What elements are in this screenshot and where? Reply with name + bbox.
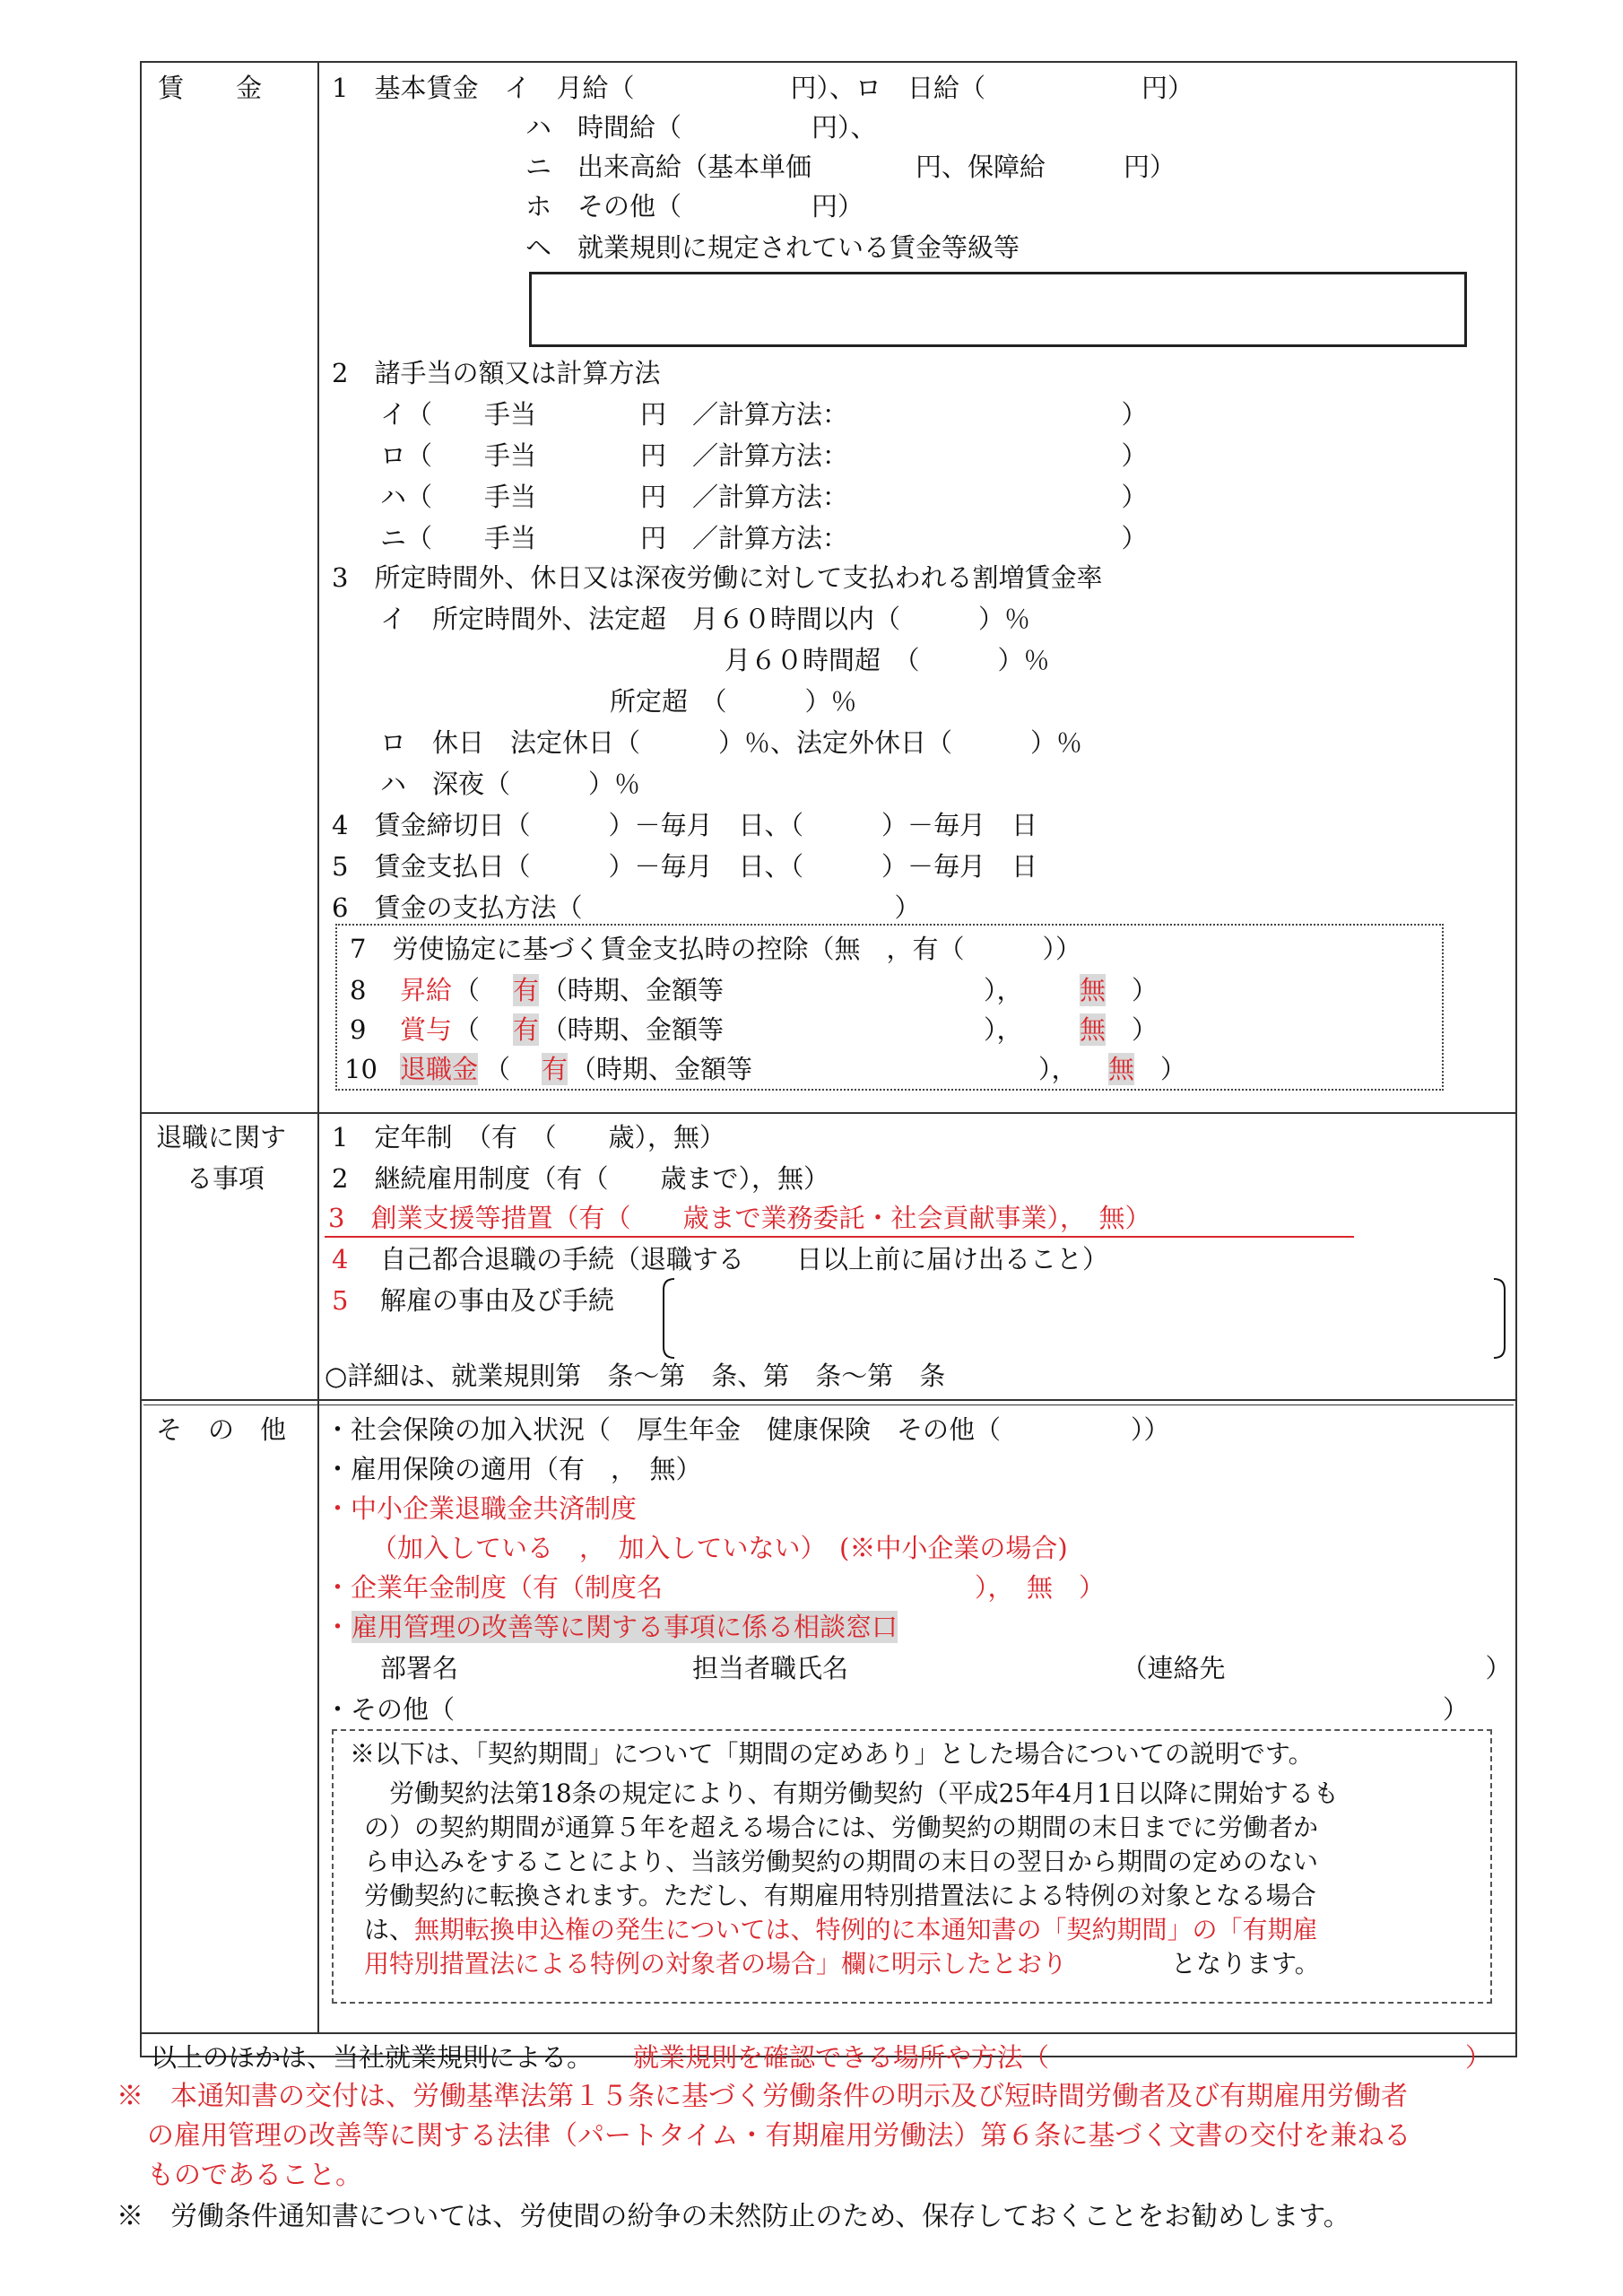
startup-support-underline bbox=[325, 1236, 1354, 1238]
base-wage-line3: ニ 出来高給（基本単価 円、保障給 円） bbox=[525, 152, 1176, 182]
sme-retirement-mutual-aid-options: （加入している ， 加入していない） (※中小企業の場合) bbox=[371, 1533, 1068, 1563]
bonus-none: 無 bbox=[1080, 1014, 1107, 1045]
work-rules-location: 就業規則を確認できる場所や方法（ ） bbox=[633, 2042, 1492, 2073]
raise-detail: （時期、金額等 ）， bbox=[542, 975, 1023, 1005]
row-divider-other bbox=[140, 2032, 1517, 2034]
raise-paren: （ bbox=[454, 975, 481, 1005]
bonus-detail: （時期、金額等 ）， bbox=[542, 1014, 1023, 1045]
retire-label-2: る事項 bbox=[187, 1163, 265, 1194]
base-wage-line5: ヘ 就業規則に規定されている賃金等級等 bbox=[525, 232, 1020, 263]
base-wage-line4: ホ その他（ 円） bbox=[525, 191, 864, 222]
allowance-title: 2 諸手当の額又は計算方法 bbox=[332, 358, 661, 388]
fixed-term-note-line: ら申込みをすることにより、当該労働契約の期間の末日の翌日から期間の定めのない bbox=[364, 1847, 1319, 1876]
work-rules-statement: 以上のほかは、当社就業規則による。 bbox=[151, 2042, 594, 2073]
corporate-pension: ・企業年金制度（有（制度名 ）， 無 ） bbox=[325, 1572, 1106, 1603]
allowance-row: ニ（ 手当 円 ／計算方法： ） bbox=[380, 523, 1148, 553]
wage-label: 賃 金 bbox=[158, 73, 263, 103]
deduction-line: 7 労使協定に基づく賃金支払時の控除（無 ，有（ ）） bbox=[350, 934, 1081, 964]
bonus-paren: （ bbox=[454, 1014, 481, 1045]
fixed-term-note-red: 用特別措置法による特例の対象者の場合」欄に明示したとおり bbox=[364, 1949, 1068, 1979]
wage-grade-field[interactable] bbox=[529, 272, 1467, 347]
wage-closing-day: 4 賃金締切日（ ）－毎月 日、（ ）－毎月 日 bbox=[332, 810, 1037, 840]
base-wage-line1: 1 基本賃金 イ 月給（ 円）、ロ 日給（ 円） bbox=[332, 73, 1193, 103]
fixed-term-note-line: は、 bbox=[364, 1915, 415, 1944]
bonus-number: 9 bbox=[350, 1014, 367, 1045]
raise-label: 昇給 bbox=[400, 975, 453, 1005]
dismissal-field-bracket[interactable] bbox=[660, 1275, 1512, 1361]
rules-detail-reference: ○詳細は、就業規則第 条～第 条、第 条～第 条 bbox=[325, 1361, 946, 1391]
fixed-term-note-line: の）の契約期間が通算５年を超える場合には、労働契約の期間の末日までに労働者か bbox=[364, 1813, 1319, 1842]
raise-none: 無 bbox=[1080, 975, 1107, 1005]
footnote-1: ものであること。 bbox=[147, 2160, 362, 2191]
retire-label-1: 退職に関す bbox=[156, 1122, 287, 1152]
retirement-allowance-yes: 有 bbox=[542, 1054, 568, 1084]
mandatory-retirement: 1 定年制 （有 （ 歳），無） bbox=[332, 1122, 725, 1152]
footnote-1: の雇用管理の改善等に関する法律（パートタイム・有期雇用労働法）第６条に基づく文書の交付を兼ねる bbox=[147, 2120, 1411, 2152]
consultation-desk: 雇用管理の改善等に関する事項に係る相談窓口 bbox=[352, 1612, 898, 1642]
raise-yes: 有 bbox=[513, 975, 540, 1005]
bonus-label: 賞与 bbox=[400, 1014, 453, 1045]
premium-night: ハ 深夜（ ）％ bbox=[380, 769, 641, 799]
premium-title: 3 所定時間外、休日又は深夜労働に対して支払われる割増賃金率 bbox=[332, 562, 1103, 593]
allowance-row: イ（ 手当 円 ／計算方法： ） bbox=[380, 399, 1148, 430]
raise-close: ） bbox=[1132, 975, 1159, 1005]
premium-overtime: イ 所定時間外、法定超 月６０時間以内（ ）％ bbox=[380, 604, 1031, 634]
retirement-allowance-close: ） bbox=[1160, 1054, 1187, 1084]
label-column-divider bbox=[317, 61, 319, 2034]
voluntary-retirement: 自己都合退職の手続（退職する 日以上前に届け出ること） bbox=[380, 1244, 1109, 1274]
wage-payment-day: 5 賃金支払日（ ）－毎月 日、（ ）－毎月 日 bbox=[332, 851, 1037, 882]
premium-overtime-60: 月６０時間超 （ ）％ bbox=[725, 645, 1050, 675]
wage-payment-method: 6 賃金の支払方法（ ） bbox=[332, 892, 921, 923]
fixed-term-note-heading: ※以下は、「契約期間」について「期間の定めあり」とした場合についての説明です。 bbox=[350, 1739, 1314, 1769]
bonus-yes: 有 bbox=[513, 1014, 540, 1045]
retirement-allowance-number: 10 bbox=[344, 1054, 378, 1084]
startup-support-measures: 3 創業支援等措置（有（ 歳まで業務委託・社会貢献事業）， 無） bbox=[328, 1203, 1151, 1233]
base-wage-line2: ハ 時間給（ 円）、 bbox=[525, 112, 877, 143]
social-insurance: ・社会保険の加入状況（ 厚生年金 健康保険 その他（ ）） bbox=[325, 1414, 1170, 1445]
fixed-term-note-line: 労働契約に転換されます。ただし、有期雇用特別措置法による特例の対象となる場合 bbox=[364, 1881, 1316, 1910]
consultation-bullet: ・ bbox=[325, 1612, 352, 1642]
retirement-allowance-detail: （時期、金額等 ）， bbox=[570, 1054, 1078, 1084]
premium-holiday: ロ 休日 法定休日（ ）％、法定外休日（ ）％ bbox=[380, 727, 1083, 758]
retirement-allowance-none: 無 bbox=[1108, 1054, 1135, 1084]
consultation-contact-line: 部署名 担当者職氏名 （連絡先 ） bbox=[380, 1653, 1512, 1683]
allowance-row: ロ（ 手当 円 ／計算方法： ） bbox=[380, 440, 1148, 471]
other-misc: ・その他（ ） bbox=[325, 1694, 1470, 1725]
voluntary-retirement-number: 4 bbox=[332, 1244, 349, 1274]
fixed-term-note-line: となります。 bbox=[1171, 1949, 1320, 1979]
sme-retirement-mutual-aid: ・中小企業退職金共済制度 bbox=[325, 1493, 638, 1524]
row-divider-retire bbox=[140, 1399, 1517, 1401]
retirement-allowance-label: 退職金 bbox=[400, 1054, 479, 1084]
dismissal-reasons: 解雇の事由及び手続 bbox=[380, 1285, 615, 1316]
row-divider-wage bbox=[140, 1112, 1517, 1114]
retirement-allowance-paren: （ bbox=[484, 1054, 511, 1084]
fixed-term-note-red: 無期転換申込権の発生については、特例的に本通知書の「契約期間」の「有期雇 bbox=[414, 1915, 1318, 1944]
raise-number: 8 bbox=[350, 975, 367, 1005]
continued-employment: 2 継続雇用制度（有（ 歳まで），無） bbox=[332, 1163, 829, 1194]
allowance-row: ハ（ 手当 円 ／計算方法： ） bbox=[380, 482, 1148, 512]
other-label: そ の 他 bbox=[156, 1414, 287, 1445]
footnote-1: ※ 本通知書の交付は、労働基準法第１５条に基づく労働条件の明示及び短時間労働者及び有期雇用労働者 bbox=[117, 2081, 1408, 2112]
employment-insurance: ・雇用保険の適用（有 ， 無） bbox=[325, 1454, 702, 1484]
fixed-term-note-line: 労働契約法第18条の規定により、有期労働契約（平成25年4月1日以降に開始するも bbox=[364, 1779, 1339, 1808]
bonus-close: ） bbox=[1132, 1014, 1159, 1045]
footnote-2: ※ 労働条件通知書については、労使間の紛争の未然防止のため、保存しておくことをお勧めします。 bbox=[117, 2201, 1350, 2232]
dismissal-number: 5 bbox=[332, 1285, 349, 1316]
premium-scheduled: 所定超 （ ）％ bbox=[610, 686, 857, 717]
